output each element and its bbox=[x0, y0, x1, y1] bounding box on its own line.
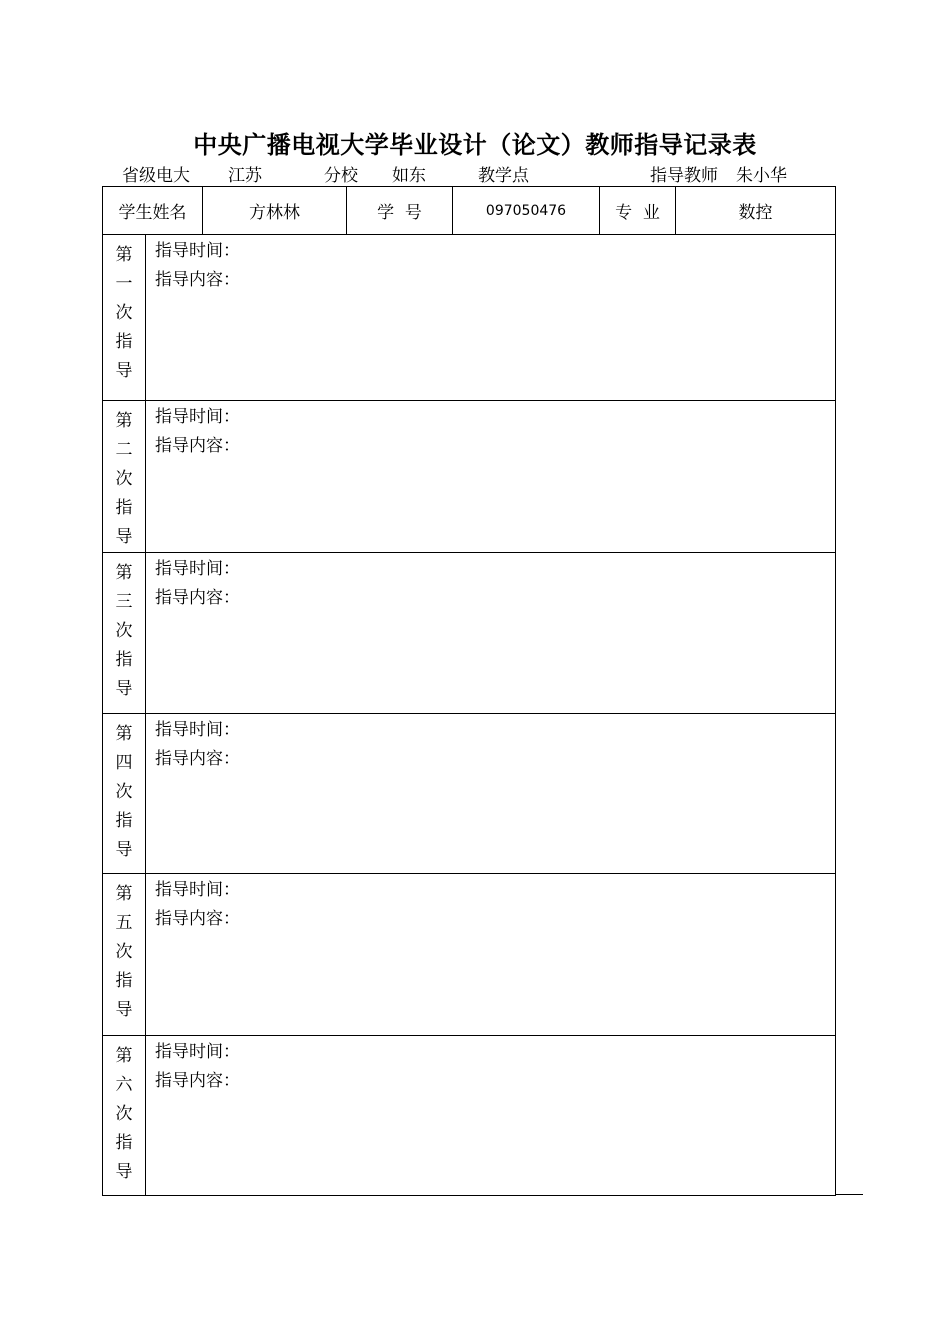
student-id-label: 学 号 bbox=[347, 187, 453, 235]
session-content-cell[interactable] bbox=[146, 874, 836, 1036]
info-line bbox=[122, 164, 822, 188]
teacher-value: 朱小华 bbox=[736, 166, 787, 186]
province-value: 江苏 bbox=[228, 166, 262, 186]
branch-value: 如东 bbox=[392, 166, 426, 186]
guidance-time-label: 指导时间： bbox=[155, 407, 240, 427]
table-tail-line bbox=[835, 1194, 863, 1195]
session-content-cell[interactable] bbox=[146, 401, 836, 553]
teacher-label: 指导教师 bbox=[650, 166, 718, 186]
guidance-content-label: 指导内容： bbox=[155, 588, 240, 608]
student-name-value[interactable]: 方林林 bbox=[203, 187, 347, 235]
guidance-content-label: 指导内容： bbox=[155, 1071, 240, 1091]
point-label: 教学点 bbox=[478, 166, 529, 186]
branch-label: 分校 bbox=[324, 166, 358, 186]
student-name-label: 学生姓名 bbox=[103, 187, 203, 235]
guidance-time-label: 指导时间： bbox=[155, 880, 240, 900]
guidance-content-label: 指导内容： bbox=[155, 909, 240, 929]
session-row-6 bbox=[103, 1036, 836, 1196]
session-content-cell[interactable] bbox=[146, 235, 836, 401]
guidance-time-label: 指导时间： bbox=[155, 241, 240, 261]
major-label: 专 业 bbox=[600, 187, 676, 235]
session-content-cell[interactable] bbox=[146, 1036, 836, 1196]
guidance-content-label: 指导内容： bbox=[155, 436, 240, 456]
province-field[interactable] bbox=[200, 164, 312, 187]
guidance-record-table bbox=[102, 186, 836, 1196]
session-row-5 bbox=[103, 874, 836, 1036]
branch-field[interactable] bbox=[362, 164, 466, 187]
guidance-time-label: 指导时间： bbox=[155, 720, 240, 740]
session-side-label: 第 三 次 指 导 bbox=[103, 553, 146, 714]
session-side-label: 第 一 次 指 导 bbox=[103, 235, 146, 401]
point-field[interactable] bbox=[534, 164, 638, 187]
session-row-1 bbox=[103, 235, 836, 401]
session-side-label: 第 五 次 指 导 bbox=[103, 874, 146, 1036]
guidance-content-label: 指导内容： bbox=[155, 749, 240, 769]
guidance-time-label: 指导时间： bbox=[155, 1042, 240, 1062]
session-side-label: 第 二 次 指 导 bbox=[103, 401, 146, 553]
session-content-cell[interactable] bbox=[146, 553, 836, 714]
guidance-content-label: 指导内容： bbox=[155, 270, 240, 290]
student-id-value[interactable]: 097050476 bbox=[453, 187, 600, 235]
session-side-label: 第 四 次 指 导 bbox=[103, 714, 146, 874]
form-title: 中央广播电视大学毕业设计（论文）教师指导记录表 bbox=[193, 131, 757, 159]
session-row-2 bbox=[103, 401, 836, 553]
session-content-cell[interactable] bbox=[146, 714, 836, 874]
major-value[interactable]: 数控 bbox=[676, 187, 836, 235]
teacher-field[interactable] bbox=[726, 164, 792, 187]
session-row-4 bbox=[103, 714, 836, 874]
province-label: 省级电大 bbox=[122, 166, 190, 186]
session-side-label: 第 六 次 指 导 bbox=[103, 1036, 146, 1196]
student-info-row bbox=[103, 187, 836, 235]
session-row-3 bbox=[103, 553, 836, 714]
guidance-time-label: 指导时间： bbox=[155, 559, 240, 579]
